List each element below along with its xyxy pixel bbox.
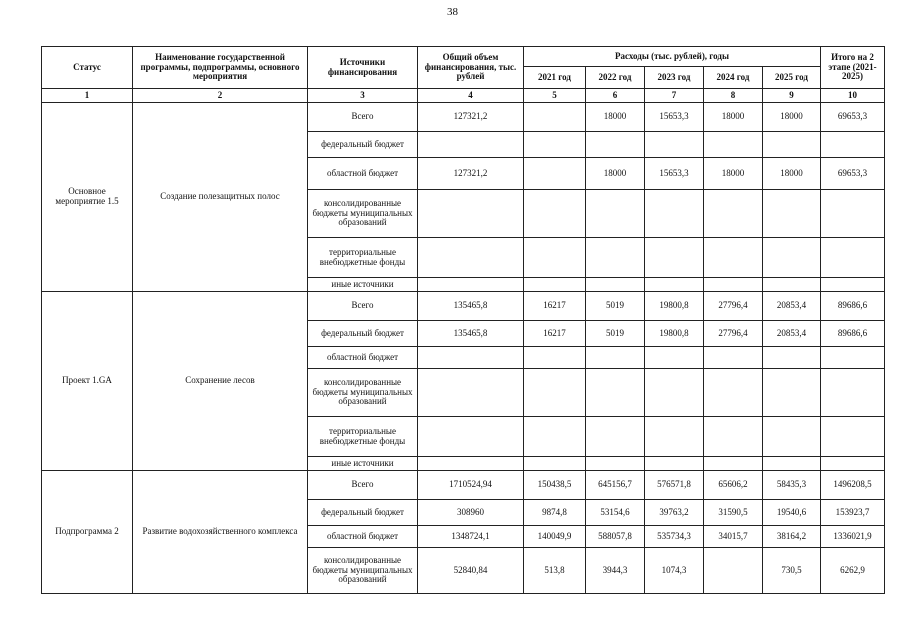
year-cell: 18000: [763, 103, 821, 132]
status-cell: Проект 1.GA: [42, 292, 133, 471]
year-cell: 16217: [524, 321, 586, 347]
source-cell: областной бюджет: [308, 526, 418, 548]
itogo-cell: [821, 457, 885, 471]
total-cell: [418, 347, 524, 369]
header-year-2025: 2025 год: [763, 67, 821, 89]
source-cell: иные источники: [308, 278, 418, 292]
year-cell: [763, 190, 821, 238]
year-cell: 3944,3: [586, 548, 645, 594]
year-cell: [524, 238, 586, 278]
total-cell: [418, 369, 524, 417]
year-cell: 27796,4: [704, 321, 763, 347]
itogo-cell: [821, 369, 885, 417]
financing-table: [41, 46, 885, 594]
year-cell: [704, 369, 763, 417]
year-cell: 31590,5: [704, 500, 763, 526]
year-cell: [763, 369, 821, 417]
year-cell: [586, 347, 645, 369]
year-cell: [645, 278, 704, 292]
table-row: [42, 471, 885, 500]
itogo-cell: 1336021,9: [821, 526, 885, 548]
year-cell: 38164,2: [763, 526, 821, 548]
table-row: [42, 103, 885, 132]
year-cell: 140049,9: [524, 526, 586, 548]
program-name-cell: Создание полезащитных полос: [133, 103, 308, 292]
year-cell: [586, 369, 645, 417]
source-cell: территориальные внебюджетные фонды: [308, 238, 418, 278]
year-cell: 15653,3: [645, 103, 704, 132]
year-cell: [763, 278, 821, 292]
source-cell: областной бюджет: [308, 347, 418, 369]
header-year-2022: 2022 год: [586, 67, 645, 89]
year-cell: 16217: [524, 292, 586, 321]
header-year-2024: 2024 год: [704, 67, 763, 89]
total-cell: 135465,8: [418, 292, 524, 321]
year-cell: 53154,6: [586, 500, 645, 526]
col-number: 2: [133, 89, 308, 103]
year-cell: 18000: [763, 158, 821, 190]
itogo-cell: 89686,6: [821, 292, 885, 321]
year-cell: 588057,8: [586, 526, 645, 548]
year-cell: [524, 132, 586, 158]
year-cell: 58435,3: [763, 471, 821, 500]
year-cell: [645, 190, 704, 238]
year-cell: [645, 457, 704, 471]
year-cell: [524, 347, 586, 369]
itogo-cell: [821, 278, 885, 292]
year-cell: [704, 347, 763, 369]
year-cell: [704, 417, 763, 457]
year-cell: 19800,8: [645, 292, 704, 321]
header-year-2023: 2023 год: [645, 67, 704, 89]
year-cell: 645156,7: [586, 471, 645, 500]
year-cell: 18000: [704, 103, 763, 132]
year-cell: 15653,3: [645, 158, 704, 190]
year-cell: 18000: [586, 103, 645, 132]
total-cell: 308960: [418, 500, 524, 526]
year-cell: 9874,8: [524, 500, 586, 526]
col-number: 7: [645, 89, 704, 103]
year-cell: [586, 457, 645, 471]
source-cell: Всего: [308, 471, 418, 500]
year-cell: [763, 132, 821, 158]
year-cell: 5019: [586, 292, 645, 321]
source-cell: консолидированные бюджеты муниципальных образований: [308, 369, 418, 417]
year-cell: [524, 158, 586, 190]
total-cell: 127321,2: [418, 158, 524, 190]
year-cell: [763, 417, 821, 457]
year-cell: [763, 238, 821, 278]
table-row: [42, 292, 885, 321]
year-cell: [704, 238, 763, 278]
itogo-cell: [821, 347, 885, 369]
year-cell: 150438,5: [524, 471, 586, 500]
source-cell: территориальные внебюджетные фонды: [308, 417, 418, 457]
year-cell: [763, 347, 821, 369]
total-cell: 1348724,1: [418, 526, 524, 548]
total-cell: [418, 190, 524, 238]
source-cell: федеральный бюджет: [308, 132, 418, 158]
year-cell: [524, 190, 586, 238]
header-total: Общий объем финансирования, тыс. рублей: [418, 47, 524, 89]
itogo-cell: 153923,7: [821, 500, 885, 526]
total-cell: 127321,2: [418, 103, 524, 132]
year-cell: [524, 278, 586, 292]
year-cell: [704, 457, 763, 471]
source-cell: федеральный бюджет: [308, 500, 418, 526]
source-cell: Всего: [308, 292, 418, 321]
header-itogo: Итого на 2 этапе (2021-2025): [821, 47, 885, 89]
year-cell: [704, 548, 763, 594]
year-cell: 513,8: [524, 548, 586, 594]
year-cell: [524, 457, 586, 471]
year-cell: [704, 132, 763, 158]
itogo-cell: [821, 190, 885, 238]
year-cell: 20853,4: [763, 292, 821, 321]
program-name-cell: Развитие водохозяйственного комплекса: [133, 471, 308, 594]
year-cell: 19800,8: [645, 321, 704, 347]
total-cell: 135465,8: [418, 321, 524, 347]
itogo-cell: [821, 417, 885, 457]
col-number: 9: [763, 89, 821, 103]
header-year-2021: 2021 год: [524, 67, 586, 89]
year-cell: [645, 347, 704, 369]
total-cell: [418, 238, 524, 278]
year-cell: [645, 369, 704, 417]
program-name-cell: Сохранение лесов: [133, 292, 308, 471]
year-cell: 20853,4: [763, 321, 821, 347]
col-number: 4: [418, 89, 524, 103]
source-cell: Всего: [308, 103, 418, 132]
status-cell: Подпрограмма 2: [42, 471, 133, 594]
year-cell: 730,5: [763, 548, 821, 594]
source-cell: федеральный бюджет: [308, 321, 418, 347]
total-cell: [418, 278, 524, 292]
header-status: Статус: [42, 47, 133, 89]
source-cell: консолидированные бюджеты муниципальных образований: [308, 190, 418, 238]
source-cell: областной бюджет: [308, 158, 418, 190]
year-cell: [645, 417, 704, 457]
year-cell: 5019: [586, 321, 645, 347]
itogo-cell: 6262,9: [821, 548, 885, 594]
itogo-cell: [821, 132, 885, 158]
year-cell: [645, 238, 704, 278]
year-cell: [763, 457, 821, 471]
total-cell: 52840,84: [418, 548, 524, 594]
year-cell: [645, 132, 704, 158]
source-cell: иные источники: [308, 457, 418, 471]
header-sources: Источники финансирования: [308, 47, 418, 89]
year-cell: [586, 417, 645, 457]
year-cell: [704, 190, 763, 238]
year-cell: 535734,3: [645, 526, 704, 548]
table-body: [42, 103, 885, 594]
itogo-cell: 69653,3: [821, 103, 885, 132]
header-expenses: Расходы (тыс. рублей), годы: [524, 47, 821, 67]
year-cell: 18000: [704, 158, 763, 190]
year-cell: [524, 369, 586, 417]
year-cell: [524, 417, 586, 457]
year-cell: 65606,2: [704, 471, 763, 500]
itogo-cell: [821, 238, 885, 278]
year-cell: 19540,6: [763, 500, 821, 526]
header-program-name: Наименование государственной программы, подпрограммы, основного мероприятия: [133, 47, 308, 89]
year-cell: 27796,4: [704, 292, 763, 321]
col-number: 8: [704, 89, 763, 103]
year-cell: 576571,8: [645, 471, 704, 500]
page-number: 38: [447, 6, 458, 18]
col-number: 6: [586, 89, 645, 103]
year-cell: [586, 278, 645, 292]
total-cell: [418, 417, 524, 457]
year-cell: [524, 103, 586, 132]
col-number: 1: [42, 89, 133, 103]
year-cell: [586, 190, 645, 238]
total-cell: 1710524,94: [418, 471, 524, 500]
itogo-cell: 1496208,5: [821, 471, 885, 500]
source-cell: консолидированные бюджеты муниципальных образований: [308, 548, 418, 594]
col-number: 5: [524, 89, 586, 103]
itogo-cell: 69653,3: [821, 158, 885, 190]
year-cell: [586, 238, 645, 278]
col-number: 3: [308, 89, 418, 103]
total-cell: [418, 457, 524, 471]
year-cell: 1074,3: [645, 548, 704, 594]
year-cell: 39763,2: [645, 500, 704, 526]
year-cell: 34015,7: [704, 526, 763, 548]
year-cell: [704, 278, 763, 292]
status-cell: Основное мероприятие 1.5: [42, 103, 133, 292]
year-cell: 18000: [586, 158, 645, 190]
total-cell: [418, 132, 524, 158]
itogo-cell: 89686,6: [821, 321, 885, 347]
col-number: 10: [821, 89, 885, 103]
year-cell: [586, 132, 645, 158]
